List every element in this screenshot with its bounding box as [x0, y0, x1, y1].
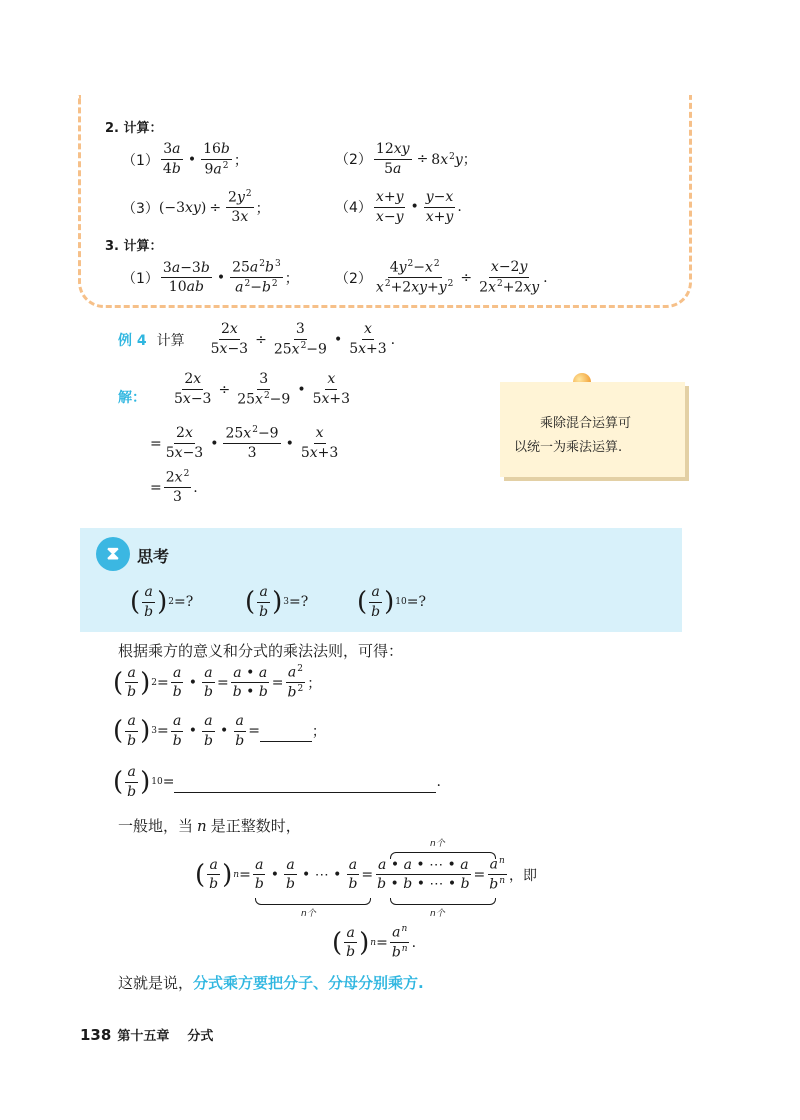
- conclusion: 这就是说， 分式乘方要把分子、分母分别乘方.: [118, 974, 424, 992]
- exercise-3-label: 3. 计算：: [105, 239, 163, 254]
- blank-power-3[interactable]: [260, 721, 312, 742]
- solution-label: 解：: [118, 390, 146, 406]
- intro-text: 根据乘方的意义和分式的乘法法则，可得：: [118, 642, 404, 660]
- think-question-3: ( $\frac{a}{b}$ ) 10 =?: [357, 584, 426, 620]
- exercise-2-2: （2） $\frac{12xy}{5a}$ ÷ $8x^2y$；: [335, 141, 477, 177]
- exercise-3-2: （2） $\frac{4y^2-x^2}{x^2+2xy+y^2}$ ÷ $\frac{x-2y}{2x^2+2xy}$ .: [335, 259, 548, 296]
- exercise-2-label: 2. 计算：: [105, 121, 163, 136]
- rule-highlight: 分式乘方要把分子、分母分别乘方.: [193, 974, 424, 992]
- solution-step-2: = $\frac{2x}{5x-3}$ • $\frac{25x^2-9}{3}$ • $\frac{x}{5x+3}$: [150, 425, 339, 462]
- power-10-line: ( $\frac{a}{b}$ ) 10 = .: [113, 764, 441, 800]
- page-number: 138: [80, 1025, 112, 1044]
- example-4: 例 4 计算 $\frac{2x}{5x-3}$ ÷ $\frac{3}{25x^2-9}$ • $\frac{x}{5x+3}$ .: [118, 321, 396, 358]
- general-text: 一般地，当 n 是正整数时，: [118, 816, 301, 835]
- solution-step-3: = $\frac{2x^2}{3}$ .: [150, 469, 198, 506]
- blank-power-10[interactable]: [174, 772, 436, 793]
- power-2-line: ( $\frac{a}{b}$ ) 2 = $\frac{a}{b}$ • $\frac{a}{b}$ = $\frac{a • a}{b • b}$ = $\frac{a^2}{b^2}$ ；: [113, 664, 322, 701]
- note-box: 乘除混合运算可 以统一为乘法运算.: [500, 382, 685, 477]
- page-footer: [80, 1025, 213, 1044]
- exercise-2-1: （1） $\frac{3a}{4b}$ • $\frac{16b}{9a^2}$ ；: [122, 141, 248, 178]
- brace-under-right: [390, 898, 496, 905]
- exercise-2-3: （3） (−3xy) ÷ $\frac{2y^2}{3x}$ ；: [122, 189, 270, 226]
- brace-under-left: [255, 898, 371, 905]
- think-question-2: ( $\frac{a}{b}$ ) 3 =?: [245, 584, 309, 620]
- solution-step-1: $\frac{2x}{5x-3}$ ÷ $\frac{3}{25x^2-9}$ • $\frac{x}{5x+3}$: [174, 371, 351, 408]
- chapter-title: 分式: [187, 1029, 214, 1044]
- think-question-1: ( $\frac{a}{b}$ ) 2 =?: [130, 584, 194, 620]
- power-3-line: ( $\frac{a}{b}$ ) 3 = $\frac{a}{b}$ • $\frac{a}{b}$ • $\frac{a}{b}$ = ；: [113, 713, 326, 749]
- exercise-3-1: （1） $\frac{3a-3b}{10ab}$ • $\frac{25a^2b^3}{a^2-b^2}$ ；: [122, 259, 299, 296]
- example-label: 例 4: [118, 332, 147, 349]
- think-title: 思考: [137, 547, 170, 566]
- brace-over: [390, 852, 496, 859]
- chapter-label: 第十五章: [117, 1029, 170, 1044]
- hourglass-icon: ⧗: [96, 537, 130, 571]
- general-result: ( $\frac{a}{b}$ ) n = $\frac{a^n}{b^n}$ .: [332, 924, 417, 961]
- exercise-2-4: （4） $\frac{x+y}{x-y}$ • $\frac{y-x}{x+y}$ .: [335, 189, 462, 225]
- general-formula: ( $\frac{a}{b}$ ) n = $\frac{a}{b}$ • $\frac{a}{b}$ • ⋯ • $\frac{a}{b}$ = $\frac{a • a • \cdots • a}{b • b • \cdots • b}$ = $\frac{a^n}{b^n}$ ，即: [195, 856, 538, 893]
